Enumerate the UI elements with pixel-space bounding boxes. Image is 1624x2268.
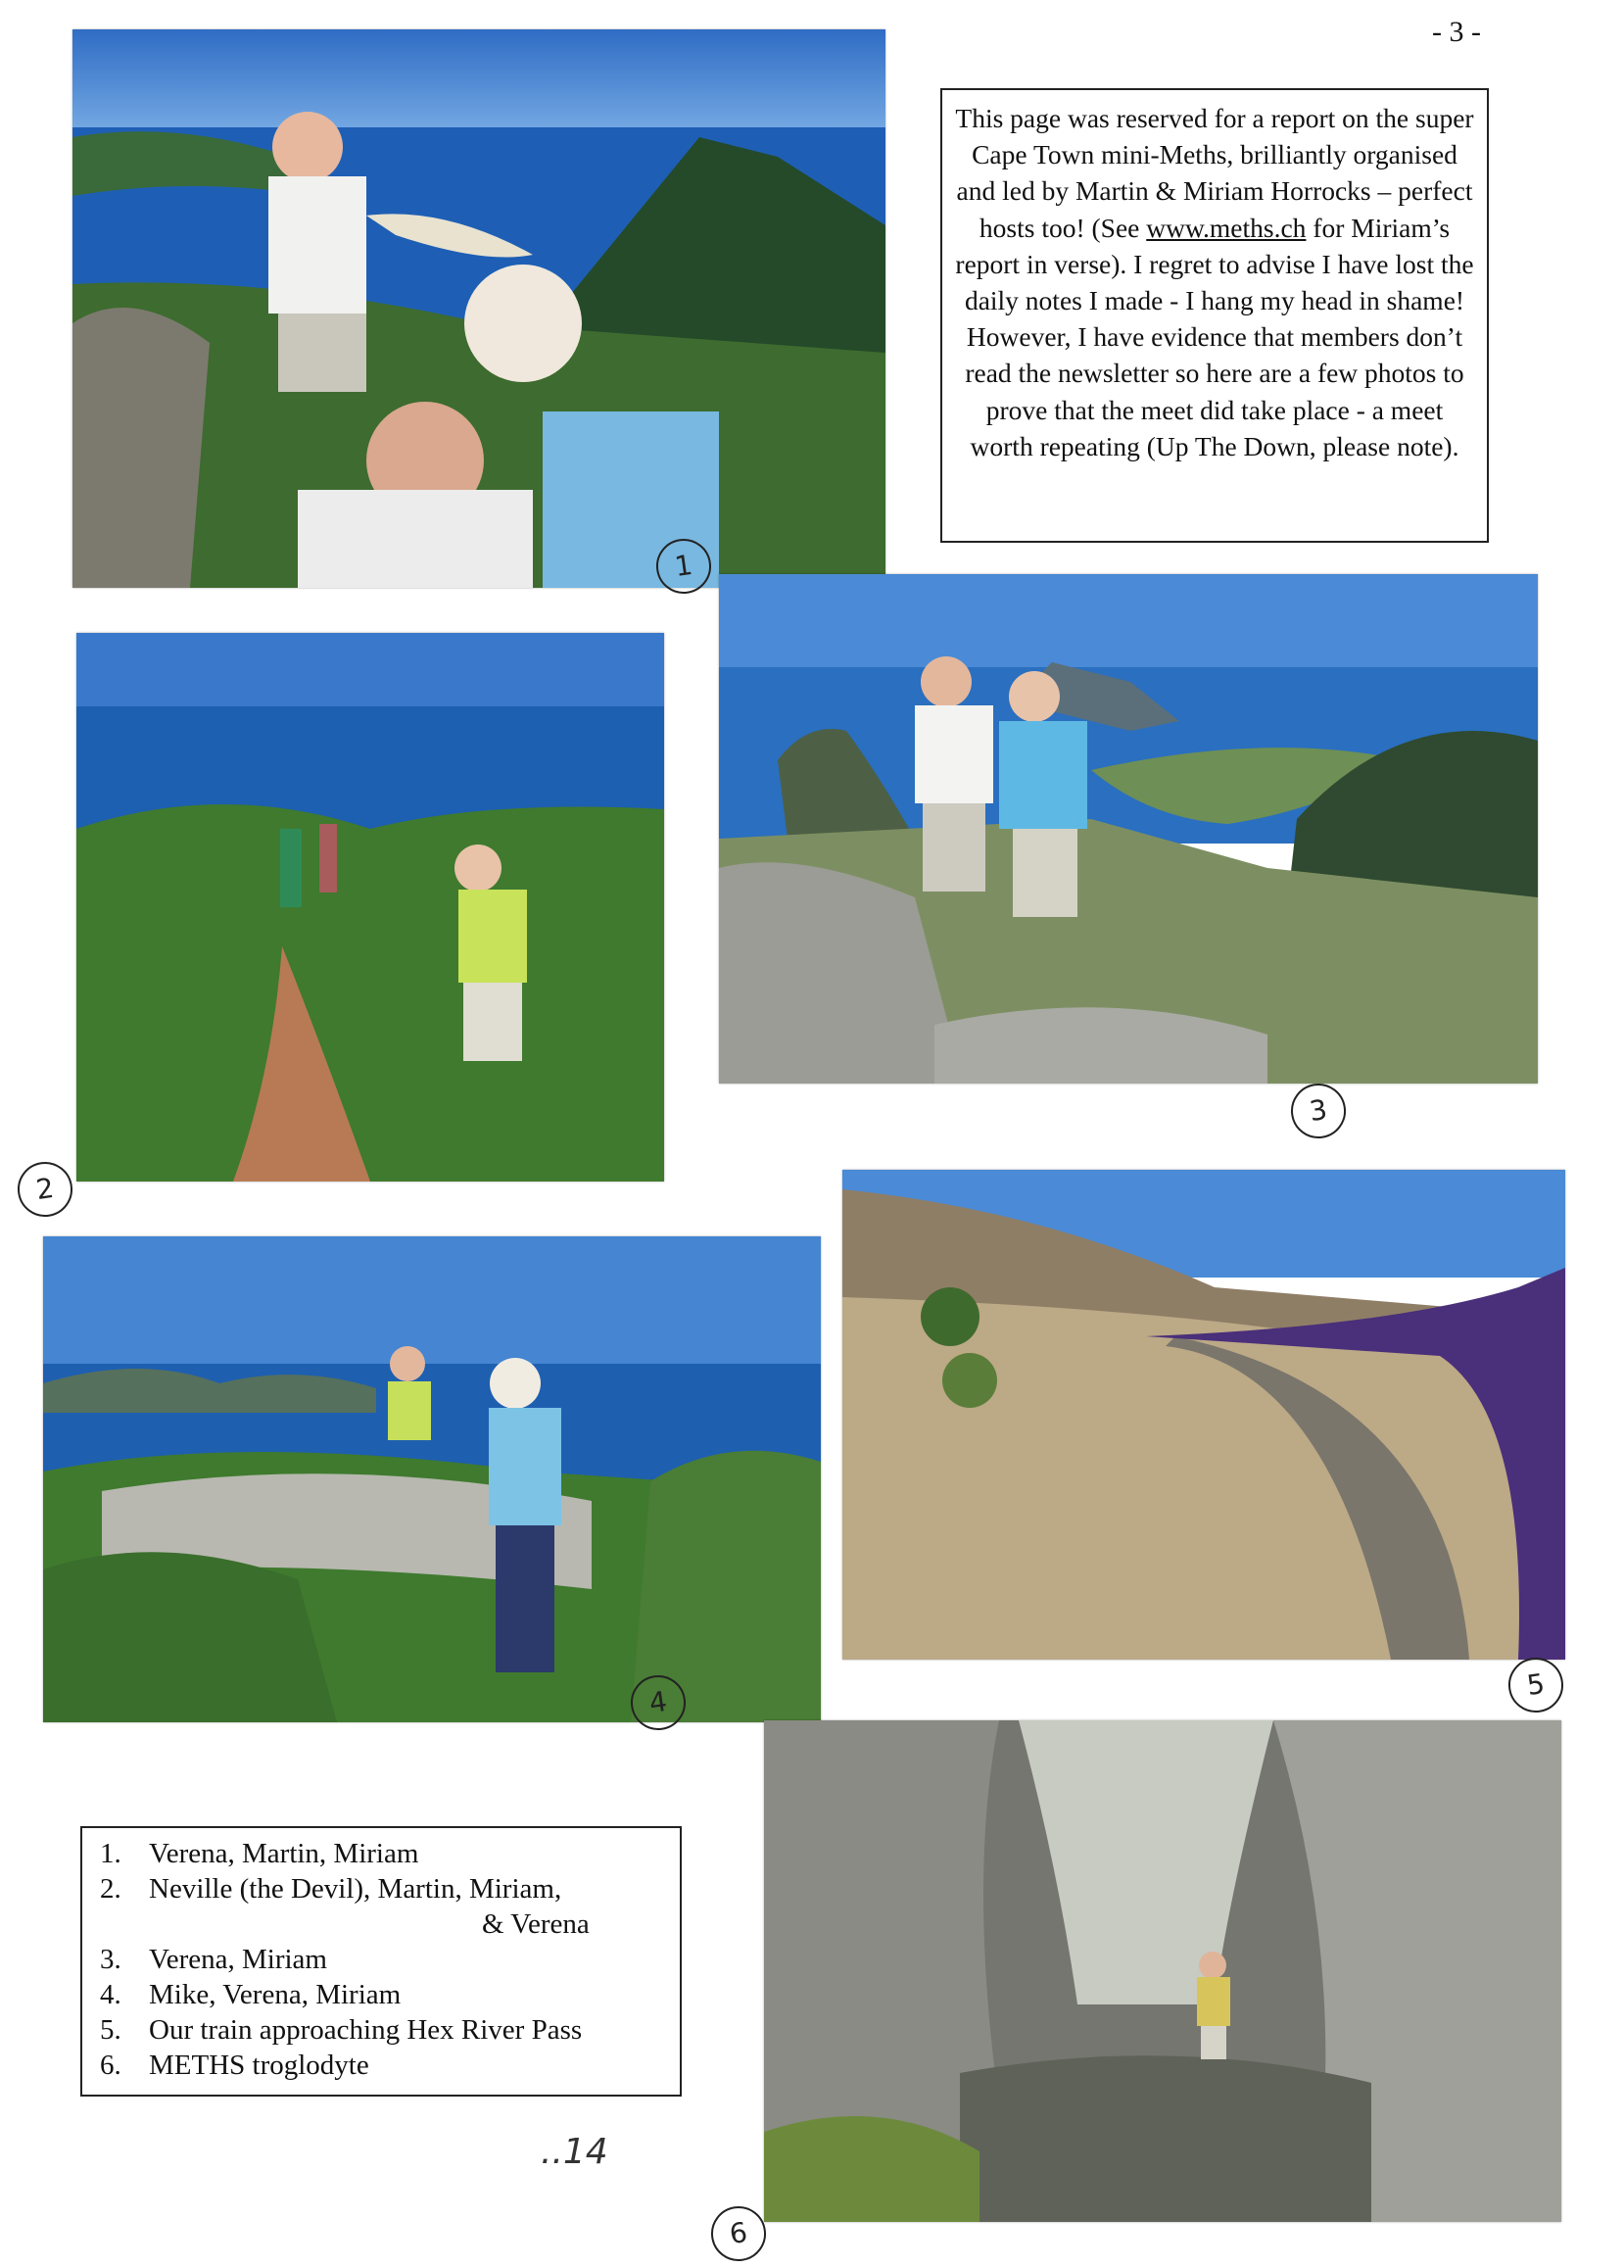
photo-4 [43,1236,821,1722]
handwritten-note: ..14 [541,2132,608,2172]
photo-3 [719,574,1538,1084]
caption-item: 2. Neville (the Devil), Martin, Miriam, [100,1873,562,1905]
report-text-box [940,88,1489,543]
page-number: - 3 - [1432,16,1481,48]
caption-item-continuation: & Verena [482,1908,590,1940]
photo-marker-6: 6 [707,2202,769,2264]
photo-5 [842,1170,1565,1660]
meths-link[interactable]: www.meths.ch [1146,212,1307,243]
photo-2 [76,633,664,1182]
caption-item: 4. Mike, Verena, Miriam [100,1979,402,2010]
photo-marker-3: 3 [1287,1080,1349,1141]
photo-marker-5: 5 [1505,1654,1566,1715]
photo-caption-list [80,1826,682,2097]
photo-6 [764,1720,1561,2222]
report-text: This page was reserved for a report on the super Cape Town mini-Meths, brilliantly organised and led by Martin & Miriam Horrocks – perfect hosts too! (See www.meths.ch for Miriam’s report in verse). I regret to advise I have lost the daily notes I made - I hang my head in shame! However, I have evidence that members don’t read the newsletter so here are a few photos to prove that the meet did take place - a meet worth repeating (Up The Down, please note). [955,103,1474,461]
caption-item: 3. Verena, Miriam [100,1944,327,1975]
photo-marker-2: 2 [14,1158,75,1220]
caption-item: 6. METHS troglodyte [100,2050,369,2081]
caption-item: 1. Verena, Martin, Miriam [100,1838,419,1869]
caption-item: 5. Our train approaching Hex River Pass [100,2014,583,2046]
photo-1 [72,29,885,588]
photo-marker-1: 1 [652,535,714,597]
photo-marker-4: 4 [627,1671,689,1733]
